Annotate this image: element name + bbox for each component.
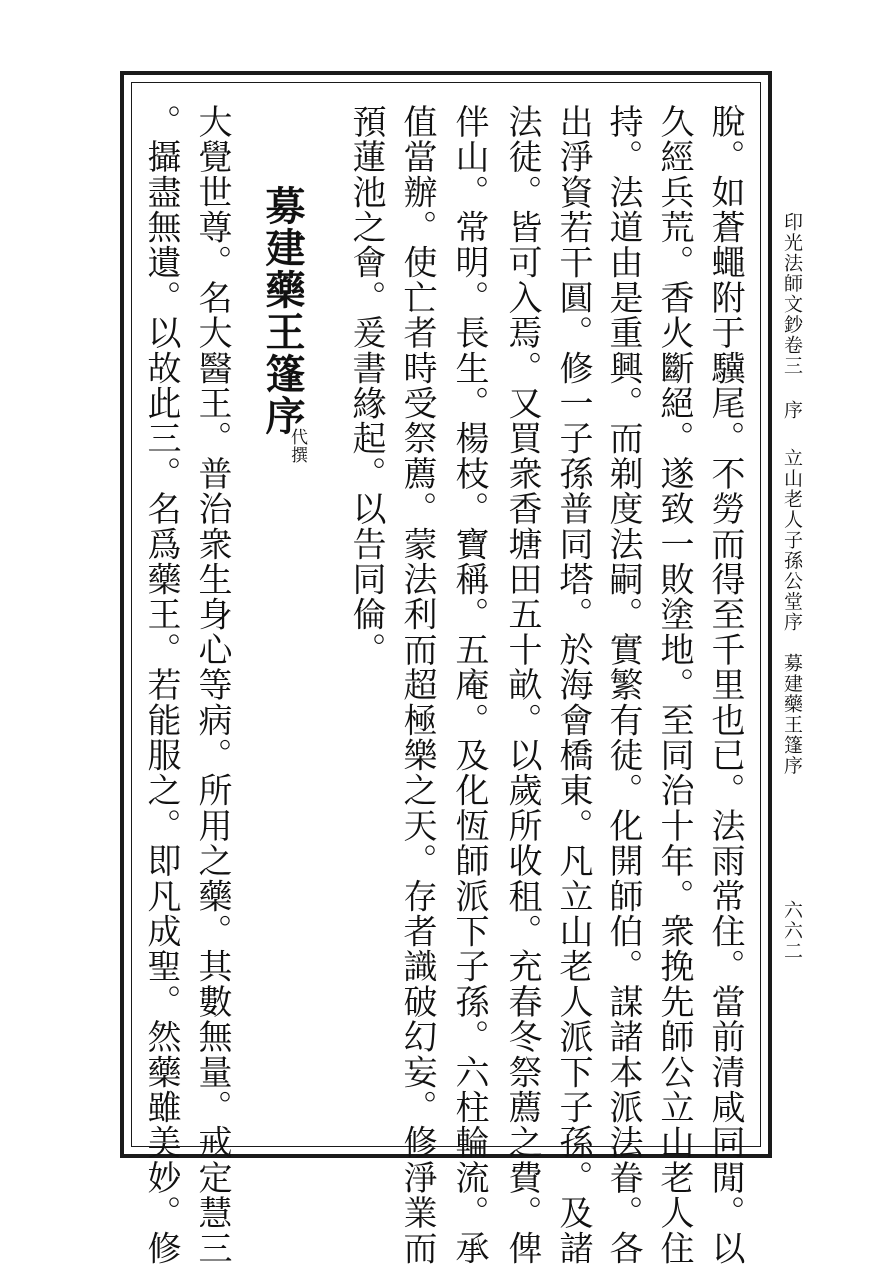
text-column-4: 出淨資若干圓。修一子孫普同塔。於海會橋東。凡立山老人派下子孫。及諸 [553,104,593,1266]
running-head-section: 序 [781,400,803,421]
running-head-page-number: 六六二 [781,900,803,962]
text-column-9: 大覺世尊。名大醫王。普治衆生身心等病。所用之藥。其數無量。戒定慧三 [192,104,232,1266]
text-column-1: 脫。如蒼蠅附于驥尾。不勞而得至千里也已。法雨常住。當前清咸同閒。以 [705,104,745,1266]
section-title-note: 代撰 [287,428,307,464]
text-column-5: 法徒。皆可入焉。又買衆香塘田五十畝。以歲所收租。充春冬祭薦之費。俾 [502,104,542,1266]
text-column-2: 久經兵荒。香火斷絕。遂致一敗塗地。至同治十年。衆挽先師公立山老人住 [654,104,694,1266]
text-column-10: 。攝盡無遺。以故此三。名爲藥王。若能服之。即凡成聖。然藥雖美妙。修 [141,104,181,1266]
text-column-3: 持。法道由是重興。而剃度法嗣。實繁有徒。化開師伯。謀諸本派法眷。各 [603,104,643,1266]
running-head-book-title: 印光法師文鈔卷三 [781,212,803,376]
text-column-7: 值當辦。使亡者時受祭薦。蒙法利而超極樂之天。存者識破幻妄。修淨業而 [397,104,437,1266]
running-head-chapter-titles: 立山老人子孫公堂序 募建藥王篷序 [781,448,803,776]
text-column-8: 預蓮池之會。爰書緣起。以告同倫。 [346,104,386,668]
section-title: 募建藥王篷序 [259,185,306,437]
text-column-6: 伴山。常明。長生。楊枝。寶稱。五庵。及化恆師派下子孫。六柱輪流。承 [449,104,489,1266]
